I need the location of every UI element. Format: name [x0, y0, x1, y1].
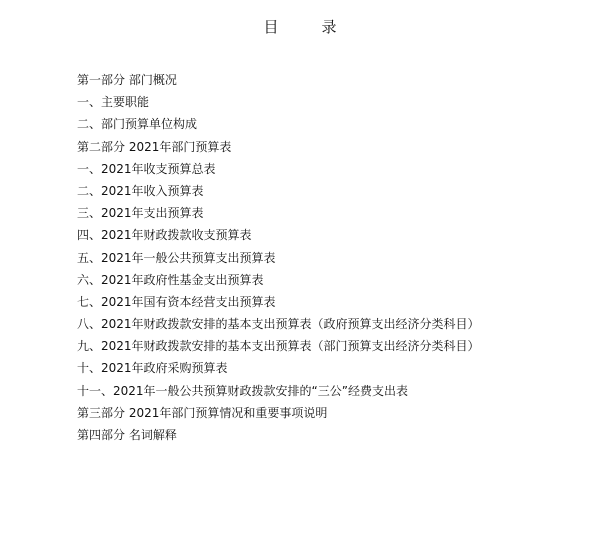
toc-item-part-1[interactable]: 第一部分 部门概况	[77, 73, 177, 87]
toc-item-main-functions[interactable]: 一、主要职能	[77, 95, 150, 110]
toc-item-table-3[interactable]: 三、2021年支出预算表	[77, 206, 204, 221]
toc-list	[77, 69, 480, 446]
toc-item-part-3[interactable]: 第三部分 2021年部门预算情况和重要事项说明	[77, 405, 328, 420]
toc-item-table-4[interactable]: 四、2021年财政拨款收支预算表	[77, 228, 252, 243]
toc-item-part-4[interactable]: 第四部分 名词解释	[77, 428, 177, 442]
toc-item-budget-units[interactable]: 二、部门预算单位构成	[77, 117, 198, 132]
toc-item-table-5[interactable]: 五、2021年一般公共预算支出预算表	[77, 250, 276, 265]
toc-item-table-2[interactable]: 二、2021年收入预算表	[77, 183, 204, 198]
toc-item-table-10[interactable]: 十、2021年政府采购预算表	[77, 361, 228, 376]
toc-item-table-8[interactable]: 八、2021年财政拨款安排的基本支出预算表（政府预算支出经济分类科目）	[77, 317, 480, 332]
toc-title: 目 录	[263, 18, 351, 36]
toc-item-table-1[interactable]: 一、2021年收支预算总表	[77, 161, 216, 176]
toc-item-table-9[interactable]: 九、2021年财政拨款安排的基本支出预算表（部门预算支出经济分类科目）	[77, 339, 480, 354]
toc-item-table-6[interactable]: 六、2021年政府性基金支出预算表	[77, 272, 264, 287]
toc-item-table-7[interactable]: 七、2021年国有资本经营支出预算表	[77, 294, 276, 309]
toc-item-part-2[interactable]: 第二部分 2021年部门预算表	[77, 139, 232, 154]
toc-item-table-11[interactable]: 十一、2021年一般公共预算财政拨款安排的“三公”经费支出表	[77, 383, 408, 398]
